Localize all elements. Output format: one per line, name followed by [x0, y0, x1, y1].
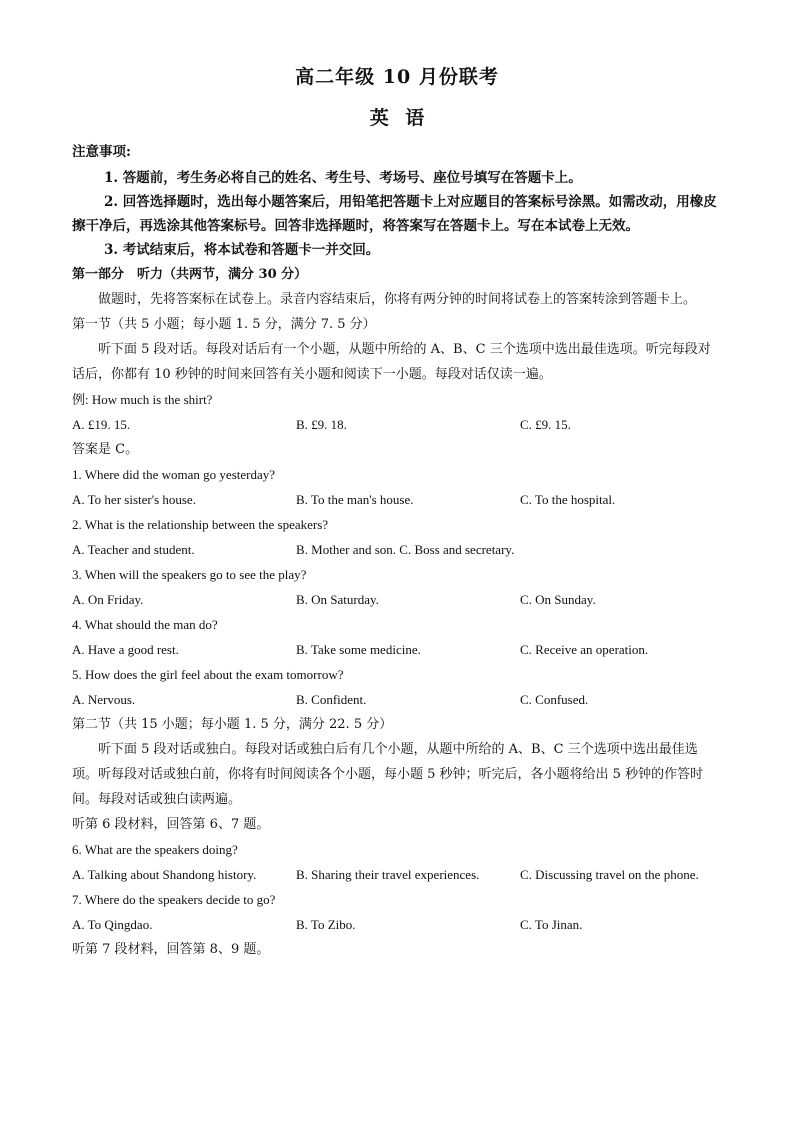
exam-page — [72, 62, 722, 962]
question-4: 4. What should the man do? — [72, 617, 218, 632]
option-a: A. £19. 15. — [72, 417, 131, 432]
exam-title: 高二年级 10 月份联考 — [295, 66, 499, 88]
question-1: 1. Where did the woman go yesterday? — [72, 467, 275, 482]
option-a: A. To Qingdao. — [72, 917, 153, 932]
section1-heading: 第一节（共 5 小题；每小题 1. 5 分，满分 7. 5 分） — [72, 317, 376, 332]
example-question: 例: How much is the shirt? — [72, 392, 213, 407]
material-7-heading: 听第 7 段材料，回答第 8、9 题。 — [72, 942, 270, 957]
question-2: 2. What is the relationship between the speakers? — [72, 517, 329, 532]
option-c: C. To Jinan. — [520, 917, 583, 932]
question-1-options — [72, 487, 722, 512]
question-2-options — [72, 537, 722, 562]
option-b: B. Take some medicine. — [296, 642, 421, 657]
subject-title: 英 语 — [369, 107, 425, 129]
option-b: B. £9. 18. — [296, 417, 347, 432]
section1-instruction: 听下面 5 段对话。每段对话后有一个小题，从题中所给的 A、B、C 三个选项中选出最佳选项。听完每段对话后，你都有 10 秒钟的时间来回答有关小题和阅读下一小题。每段对话仅读一遍。 — [72, 342, 711, 382]
notice-item: 1. 答题前，考生务必将自己的姓名、考生号、考场号、座位号填写在答题卡上。 — [104, 170, 582, 186]
question-6: 6. What are the speakers doing? — [72, 842, 238, 857]
option-c: C. £9. 15. — [520, 417, 571, 432]
question-7-options — [72, 912, 722, 937]
option-c: C. To the hospital. — [520, 492, 616, 507]
notice-item: 2. 回答选择题时，选出每小题答案后，用铅笔把答题卡上对应题目的答案标号涂黑。如需改动，用橡皮擦干净后，再选涂其他答案标号。回答非选择题时，将答案写在答题卡上。写在本试卷上无效。 — [72, 194, 717, 234]
part1-heading: 第一部分 听力（共两节，满分 30 分） — [72, 267, 308, 282]
question-3: 3. When will the speakers go to see the play? — [72, 567, 307, 582]
option-a: A. Teacher and student. — [72, 542, 195, 557]
section2-heading: 第二节（共 15 小题；每小题 1. 5 分，满分 22. 5 分） — [72, 717, 393, 732]
question-5-options — [72, 687, 722, 712]
question-3-options — [72, 587, 722, 612]
part1-instruction: 做题时，先将答案标在试卷上。录音内容结束后，你将有两分钟的时间将试卷上的答案转涂到答题卡上。 — [98, 292, 697, 307]
example-options — [72, 412, 722, 437]
option-b: B. To Zibo. — [296, 917, 356, 932]
question-6-options — [72, 862, 722, 887]
option-a: A. Have a good rest. — [72, 642, 179, 657]
notice-heading: 注意事项: — [72, 144, 131, 160]
option-a: A. Nervous. — [72, 692, 136, 707]
option-c: C. Confused. — [520, 692, 589, 707]
option-c: C. Receive an operation. — [520, 642, 649, 657]
option-c: C. On Sunday. — [520, 592, 596, 607]
option-b: B. On Saturday. — [296, 592, 379, 607]
option-a: A. On Friday. — [72, 592, 144, 607]
question-4-options — [72, 637, 722, 662]
option-a: A. To her sister's house. — [72, 492, 196, 507]
option-b: B. Sharing their travel experiences. — [296, 867, 480, 882]
question-7: 7. Where do the speakers decide to go? — [72, 892, 276, 907]
example-answer: 答案是 C。 — [72, 442, 139, 457]
option-b: B. To the man's house. — [296, 492, 414, 507]
section2-instruction: 听下面 5 段对话或独白。每段对话或独白后有几个小题，从题中所给的 A、B、C 三个选项中选出最佳选项。听每段对话或独白前，你将有时间阅读各个小题，每小题 5 秒钟；听完后，各小题将给出 5 秒钟的作答时间。每段对话或独白读两遍。 — [72, 742, 704, 807]
option-b: B. Confident. — [296, 692, 367, 707]
material-6-heading: 听第 6 段材料，回答第 6、7 题。 — [72, 817, 270, 832]
option-b-c: B. Mother and son. C. Boss and secretary. — [296, 542, 515, 557]
option-a: A. Talking about Shandong history. — [72, 867, 257, 882]
question-5: 5. How does the girl feel about the exam tomorrow? — [72, 667, 344, 682]
option-c: C. Discussing travel on the phone. — [520, 867, 699, 882]
notice-item: 3. 考试结束后，将本试卷和答题卡一并交回。 — [104, 242, 380, 258]
